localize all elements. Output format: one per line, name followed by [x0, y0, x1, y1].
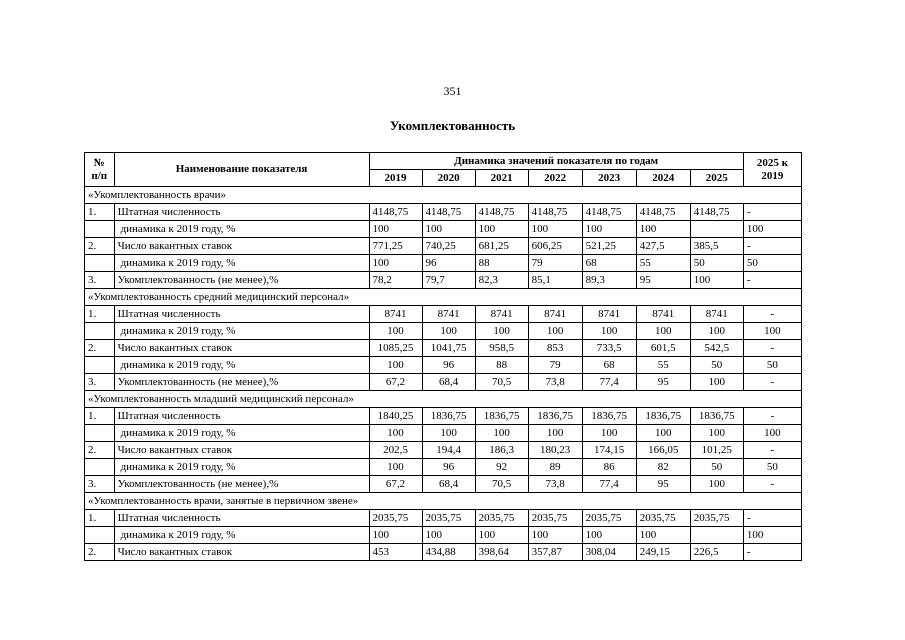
year-value: 308,04	[582, 544, 636, 561]
ratio-value: -	[743, 476, 801, 493]
ratio-value: -	[743, 238, 801, 255]
section-title: «Укомплектованность врачи, занятые в первичном звене»	[85, 493, 802, 510]
table-row	[85, 204, 802, 221]
indicator-name: Укомплектованность (не менее),%	[114, 374, 369, 391]
row-number: 2.	[85, 340, 115, 357]
row-number	[85, 221, 115, 238]
indicator-name: динамика к 2019 году, %	[114, 357, 369, 374]
year-value: 2035,75	[422, 510, 475, 527]
header-year: 2025	[690, 170, 743, 187]
year-value: 453	[369, 544, 422, 561]
year-value: 2035,75	[369, 510, 422, 527]
year-value: 100	[690, 323, 743, 340]
year-value: 88	[475, 357, 528, 374]
ratio-value: -	[743, 204, 801, 221]
table-row	[85, 357, 802, 374]
year-value: 601,5	[636, 340, 690, 357]
section-header-row	[85, 391, 802, 408]
year-value: 100	[422, 527, 475, 544]
row-number: 1.	[85, 204, 115, 221]
year-value: 95	[636, 272, 690, 289]
year-value: 55	[636, 357, 690, 374]
year-value: 1840,25	[369, 408, 422, 425]
table-row	[85, 442, 802, 459]
page-title: Укомплектованность	[389, 118, 516, 133]
year-value: 771,25	[369, 238, 422, 255]
year-value: 100	[369, 425, 422, 442]
ratio-value: -	[743, 544, 801, 561]
year-value: 100	[369, 255, 422, 272]
year-value: 542,5	[690, 340, 743, 357]
staffing-table	[84, 152, 802, 561]
year-value: 100	[690, 476, 743, 493]
year-value: 8741	[369, 306, 422, 323]
year-value: 79	[528, 357, 582, 374]
row-number: 3.	[85, 374, 115, 391]
year-value: 681,25	[475, 238, 528, 255]
year-value: 427,5	[636, 238, 690, 255]
year-value: 73,8	[528, 374, 582, 391]
row-number: 1.	[85, 510, 115, 527]
row-number: 2.	[85, 442, 115, 459]
row-number	[85, 255, 115, 272]
year-value: 85,1	[528, 272, 582, 289]
table-row	[85, 238, 802, 255]
header-dynamics: Динамика значений показателя по годам	[369, 153, 743, 170]
year-value: 853	[528, 340, 582, 357]
header-num: № п/п	[85, 153, 115, 187]
year-value: 100	[528, 527, 582, 544]
year-value: 4148,75	[528, 204, 582, 221]
row-number: 2.	[85, 544, 115, 561]
year-value: 77,4	[582, 374, 636, 391]
year-value: 89,3	[582, 272, 636, 289]
year-value: 78,2	[369, 272, 422, 289]
section-title: «Укомплектованность врачи»	[85, 187, 802, 204]
row-number: 1.	[85, 306, 115, 323]
year-value: 95	[636, 476, 690, 493]
year-value: 1836,75	[690, 408, 743, 425]
year-value: 2035,75	[475, 510, 528, 527]
ratio-value: -	[743, 510, 801, 527]
indicator-name: динамика к 2019 году, %	[114, 221, 369, 238]
row-number: 3.	[85, 476, 115, 493]
year-value: 8741	[528, 306, 582, 323]
header-year: 2022	[528, 170, 582, 187]
year-value: 1836,75	[422, 408, 475, 425]
year-value: 100	[475, 221, 528, 238]
table-body	[85, 187, 802, 561]
year-value: 95	[636, 374, 690, 391]
year-value: 100	[636, 425, 690, 442]
section-header-row	[85, 289, 802, 306]
year-value: 357,87	[528, 544, 582, 561]
year-value: 4148,75	[582, 204, 636, 221]
year-value: 4148,75	[690, 204, 743, 221]
year-value: 398,64	[475, 544, 528, 561]
row-number: 2.	[85, 238, 115, 255]
page-number: 351	[443, 84, 462, 98]
indicator-name: Число вакантных ставок	[114, 442, 369, 459]
year-value: 100	[636, 221, 690, 238]
year-value: 4148,75	[422, 204, 475, 221]
year-value: 67,2	[369, 374, 422, 391]
year-value: 100	[475, 425, 528, 442]
row-number: 1.	[85, 408, 115, 425]
year-value: 174,15	[582, 442, 636, 459]
indicator-name: Число вакантных ставок	[114, 238, 369, 255]
year-value: 8741	[422, 306, 475, 323]
row-number: 3.	[85, 272, 115, 289]
ratio-value: 100	[743, 527, 801, 544]
year-value: 186,3	[475, 442, 528, 459]
year-value: 101,25	[690, 442, 743, 459]
row-number	[85, 459, 115, 476]
year-value: 96	[422, 357, 475, 374]
year-value: 96	[422, 459, 475, 476]
indicator-name: Штатная численность	[114, 204, 369, 221]
indicator-name: динамика к 2019 году, %	[114, 459, 369, 476]
year-value: 1041,75	[422, 340, 475, 357]
year-value: 2035,75	[528, 510, 582, 527]
year-value	[690, 527, 743, 544]
year-value: 740,25	[422, 238, 475, 255]
ratio-value: -	[743, 306, 801, 323]
header-year: 2023	[582, 170, 636, 187]
year-value: 68,4	[422, 374, 475, 391]
year-value: 100	[528, 221, 582, 238]
year-value: 100	[369, 527, 422, 544]
year-value: 100	[369, 323, 422, 340]
indicator-name: Число вакантных ставок	[114, 544, 369, 561]
table-row	[85, 476, 802, 493]
year-value: 100	[582, 323, 636, 340]
section-header-row	[85, 493, 802, 510]
year-value: 73,8	[528, 476, 582, 493]
ratio-value: 100	[743, 323, 801, 340]
year-value: 96	[422, 255, 475, 272]
table-row	[85, 306, 802, 323]
year-value: 100	[369, 221, 422, 238]
year-value: 100	[422, 425, 475, 442]
ratio-value: 50	[743, 255, 801, 272]
ratio-value: -	[743, 442, 801, 459]
year-value: 100	[690, 272, 743, 289]
year-value: 79	[528, 255, 582, 272]
year-value: 100	[690, 425, 743, 442]
year-value: 79,7	[422, 272, 475, 289]
ratio-value: 100	[743, 425, 801, 442]
table-row	[85, 510, 802, 527]
year-value: 100	[369, 459, 422, 476]
year-value: 4148,75	[475, 204, 528, 221]
year-value: 55	[636, 255, 690, 272]
year-value: 202,5	[369, 442, 422, 459]
year-value: 194,4	[422, 442, 475, 459]
year-value: 1836,75	[582, 408, 636, 425]
year-value: 88	[475, 255, 528, 272]
year-value: 68	[582, 357, 636, 374]
year-value: 226,5	[690, 544, 743, 561]
year-value: 385,5	[690, 238, 743, 255]
table-row	[85, 544, 802, 561]
ratio-value: 50	[743, 357, 801, 374]
indicator-name: динамика к 2019 году, %	[114, 323, 369, 340]
table-row	[85, 527, 802, 544]
indicator-name: Штатная численность	[114, 306, 369, 323]
year-value: 100	[475, 323, 528, 340]
indicator-name: динамика к 2019 году, %	[114, 255, 369, 272]
header-name: Наименование показателя	[114, 153, 369, 187]
header-year: 2020	[422, 170, 475, 187]
ratio-value: -	[743, 408, 801, 425]
year-value: 434,88	[422, 544, 475, 561]
header-year: 2021	[475, 170, 528, 187]
year-value: 8741	[690, 306, 743, 323]
year-value: 166,05	[636, 442, 690, 459]
year-value: 100	[422, 323, 475, 340]
year-value: 70,5	[475, 374, 528, 391]
year-value: 1836,75	[528, 408, 582, 425]
ratio-value: 50	[743, 459, 801, 476]
table-row	[85, 221, 802, 238]
year-value: 50	[690, 459, 743, 476]
year-value: 958,5	[475, 340, 528, 357]
year-value: 100	[582, 527, 636, 544]
year-value: 249,15	[636, 544, 690, 561]
year-value: 100	[582, 221, 636, 238]
section-title: «Укомплектованность младший медицинский персонал»	[85, 391, 802, 408]
year-value: 100	[422, 221, 475, 238]
indicator-name: Штатная численность	[114, 408, 369, 425]
year-value: 82	[636, 459, 690, 476]
year-value: 1085,25	[369, 340, 422, 357]
year-value: 92	[475, 459, 528, 476]
indicator-name: динамика к 2019 году, %	[114, 527, 369, 544]
year-value: 8741	[475, 306, 528, 323]
table-row	[85, 374, 802, 391]
year-value: 86	[582, 459, 636, 476]
year-value: 100	[369, 357, 422, 374]
section-header-row	[85, 187, 802, 204]
ratio-value: -	[743, 340, 801, 357]
year-value: 2035,75	[582, 510, 636, 527]
indicator-name: динамика к 2019 году, %	[114, 425, 369, 442]
section-title: «Укомплектованность средний медицинский персонал»	[85, 289, 802, 306]
row-number	[85, 425, 115, 442]
year-value: 89	[528, 459, 582, 476]
year-value: 68	[582, 255, 636, 272]
table-row	[85, 340, 802, 357]
year-value: 733,5	[582, 340, 636, 357]
ratio-value: -	[743, 272, 801, 289]
row-number	[85, 323, 115, 340]
year-value: 67,2	[369, 476, 422, 493]
row-number	[85, 357, 115, 374]
year-value: 77,4	[582, 476, 636, 493]
year-value: 4148,75	[636, 204, 690, 221]
indicator-name: Укомплектованность (не менее),%	[114, 272, 369, 289]
table-row	[85, 408, 802, 425]
year-value: 68,4	[422, 476, 475, 493]
year-value: 2035,75	[636, 510, 690, 527]
year-value: 180,23	[528, 442, 582, 459]
year-value: 100	[636, 323, 690, 340]
header-ratio: 2025 к 2019	[743, 153, 801, 187]
year-value: 8741	[582, 306, 636, 323]
table-row	[85, 425, 802, 442]
year-value: 82,3	[475, 272, 528, 289]
year-value: 1836,75	[636, 408, 690, 425]
year-value	[690, 221, 743, 238]
indicator-name: Штатная численность	[114, 510, 369, 527]
year-value: 50	[690, 255, 743, 272]
year-value: 50	[690, 357, 743, 374]
row-number	[85, 527, 115, 544]
ratio-value: 100	[743, 221, 801, 238]
year-value: 8741	[636, 306, 690, 323]
year-value: 1836,75	[475, 408, 528, 425]
table-row	[85, 459, 802, 476]
table-row	[85, 272, 802, 289]
year-value: 521,25	[582, 238, 636, 255]
indicator-name: Укомплектованность (не менее),%	[114, 476, 369, 493]
year-value: 2035,75	[690, 510, 743, 527]
year-value: 4148,75	[369, 204, 422, 221]
year-value: 100	[690, 374, 743, 391]
year-value: 100	[582, 425, 636, 442]
ratio-value: -	[743, 374, 801, 391]
header-year: 2024	[636, 170, 690, 187]
table-row	[85, 323, 802, 340]
header-year: 2019	[369, 170, 422, 187]
table-row	[85, 255, 802, 272]
year-value: 100	[475, 527, 528, 544]
year-value: 100	[528, 323, 582, 340]
year-value: 100	[528, 425, 582, 442]
year-value: 70,5	[475, 476, 528, 493]
year-value: 100	[636, 527, 690, 544]
indicator-name: Число вакантных ставок	[114, 340, 369, 357]
year-value: 606,25	[528, 238, 582, 255]
